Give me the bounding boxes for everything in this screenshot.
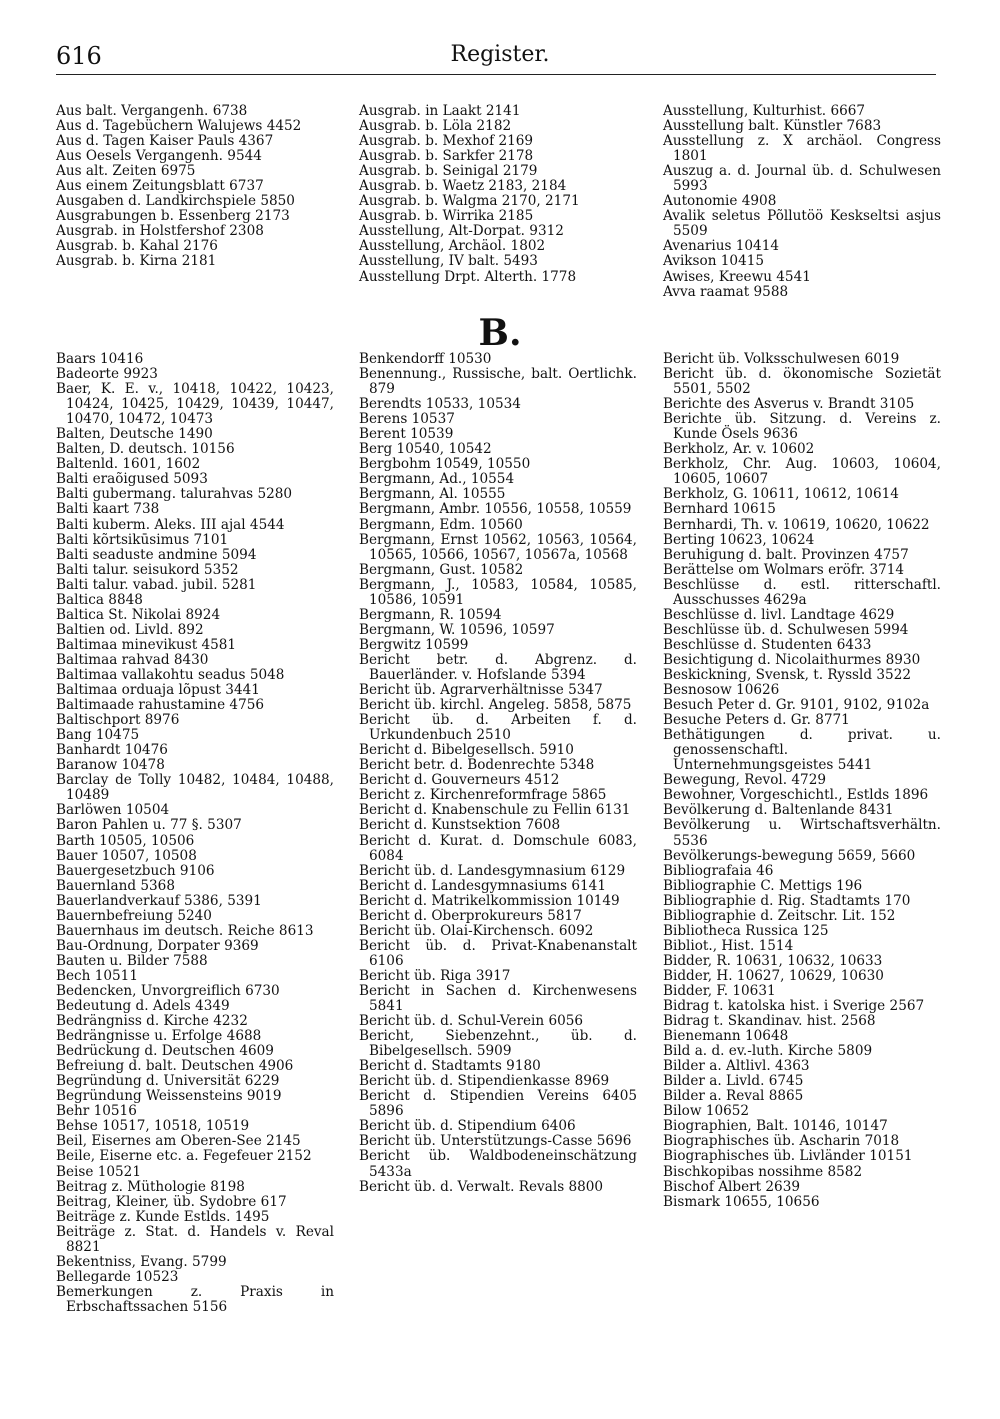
index-entry: Bericht üb. d. Verwalt. Revals 8800 (359, 1178, 604, 1195)
index-entry: Baltica St. Nikolai 8924 (56, 606, 221, 623)
index-entry: Bismark 10655, 10656 (663, 1193, 820, 1210)
index-entry: Begründung d. Universität 6229 (56, 1073, 280, 1090)
index-entry: Ausstellung Drpt. Alterth. 1778 (359, 268, 577, 285)
index-column-2 (359, 352, 637, 1195)
index-entry: Bergmann, Gust. 10582 (359, 561, 524, 578)
index-entry: Bericht d. Kurat. d. Domschule 6083, 6084 (359, 832, 637, 864)
index-entry: Beitrag, Kleiner, üb. Sydobre 617 (56, 1193, 287, 1210)
index-entry: Bauten u. Bilder 7588 (56, 952, 208, 969)
index-entry: Bericht üb. Agrarverhältnisse 5347 (359, 682, 603, 699)
index-entry: Balti talur. vabad. jubil. 5281 (56, 576, 257, 593)
index-entry: Aus balt. Vergangenh. 6738 (56, 103, 248, 119)
index-entry: Bericht üb. d. Schul-Verein 6056 (359, 1013, 584, 1030)
index-entry: Bergmann, Ambr. 10556, 10558, 10559 (359, 501, 632, 518)
index-entry: Bewohner, Vorgeschichtl., Estlds 1896 (663, 787, 929, 804)
index-entry: Bernhard 10615 (663, 501, 776, 518)
index-entry: Biographisches üb. Ascharin 7018 (663, 1133, 900, 1150)
index-entry: Avva raamat 9588 (663, 283, 789, 300)
index-entry: Bauernhaus im deutsch. Reiche 8613 (56, 922, 314, 939)
index-entry: Beschlüsse üb. d. Schulwesen 5994 (663, 621, 909, 638)
index-entry: Bibliot., Hist. 1514 (663, 937, 794, 954)
index-entry: Bidder, R. 10631, 10632, 10633 (663, 952, 883, 969)
index-entry: Avikson 10415 (663, 253, 765, 270)
index-entry: Bilder a. Altlivl. 4363 (663, 1058, 810, 1075)
index-entry: Bibliographie C. Mettigs 196 (663, 877, 863, 894)
index-entry: Ausstellung, Alt-Dorpat. 9312 (359, 223, 564, 240)
index-entry: Baltimaa vallakohtu seadus 5048 (56, 666, 285, 683)
index-entry: Bernhardi, Th. v. 10619, 10620, 10622 (663, 516, 930, 533)
index-entry: Barlöwen 10504 (56, 802, 170, 819)
index-entry: Bauergesetzbuch 9106 (56, 862, 215, 879)
index-entry: Baltimaade rahustamine 4756 (56, 697, 265, 714)
index-entry: Avenarius 10414 (663, 238, 779, 255)
index-entry: Ausgrabungen b. Essenberg 2173 (56, 208, 290, 225)
index-entry: Bemerkungen z. Praxis in Erbschaftssachen 5156 (56, 1283, 334, 1315)
index-entry: Bericht üb. Waldbodeneinschätzung 5433a (359, 1148, 637, 1180)
index-entry: Bauernland 5368 (56, 877, 175, 894)
index-entry: Bibliographie d. Rig. Stadtamts 170 (663, 892, 911, 909)
index-entry: Aus alt. Zeiten 6975 (56, 163, 196, 180)
index-entry: Bericht betr. d. Abgrenz. d. Bauerländer. v. Hofslande 5394 (359, 651, 637, 683)
index-entry: Bericht betr. d. Bodenrechte 5348 (359, 757, 595, 774)
index-entry: Bischkopibas nossihme 8582 (663, 1163, 863, 1180)
index-column-3 (663, 352, 941, 1210)
index-entry: Bedrängniss d. Kirche 4232 (56, 1013, 248, 1030)
index-entry: Ausstellung balt. Künstler 7683 (663, 118, 882, 135)
index-entry: Bauer 10507, 10508 (56, 847, 197, 864)
index-entry: Bericht d. Gouverneurs 4512 (359, 772, 560, 789)
index-entry: Aus d. Tagebüchern Walujews 4452 (56, 118, 302, 135)
index-entry: Beskickning, Svensk, t. Ryssld 3522 (663, 666, 911, 683)
index-entry: Baltimaa minevikust 4581 (56, 636, 237, 653)
index-entry: Bang 10475 (56, 727, 140, 744)
index-entry: Ausgrab. b. Löla 2182 (359, 118, 512, 135)
section-letter: B. (478, 312, 522, 354)
index-entry: Balten, D. deutsch. 10156 (56, 441, 235, 458)
index-entry: Ausgrab. b. Waetz 2183, 2184 (359, 178, 567, 195)
index-entry: Ausgrab. in Laakt 2141 (359, 103, 521, 119)
index-entry: Balti kuberm. Aleks. III ajal 4544 (56, 516, 285, 533)
index-entry: Aus einem Zeitungsblatt 6737 (56, 178, 264, 195)
index-entry: Besuch Peter d. Gr. 9101, 9102, 9102a (663, 697, 930, 714)
index-entry: Bericht üb. Olai-Kirchensch. 6092 (359, 922, 594, 939)
index-entry: Balti kõrtsikūsimus 7101 (56, 531, 229, 548)
index-entry: Beile, Eiserne etc. a. Fegefeuer 2152 (56, 1148, 312, 1165)
index-entry: Berkholz, Chr. Aug. 10603, 10604, 10605, 10607 (663, 456, 941, 488)
index-entry: Befreiung d. balt. Deutschen 4906 (56, 1058, 294, 1075)
index-entry: Bericht üb. Unterstützungs-Casse 5696 (359, 1133, 632, 1150)
index-entry: Barth 10505, 10506 (56, 832, 195, 849)
index-column-1-top (56, 104, 334, 270)
index-entry: Beruhigung d. balt. Provinzen 4757 (663, 546, 909, 563)
index-entry: Bericht d. Stadtamts 9180 (359, 1058, 541, 1075)
index-entry: Baer, K. E. v., 10418, 10422, 10423, 10424, 10425, 10429, 10439, 10447, 10470, 10472, 10473 (56, 381, 334, 428)
index-entry: Aus Oesels Vergangenh. 9544 (56, 148, 262, 165)
index-entry: Ausgrab. b. Wirrika 2185 (359, 208, 534, 225)
index-entry: Bibliographie d. Zeitschr. Lit. 152 (663, 907, 896, 924)
index-entry: Bewegung, Revol. 4729 (663, 772, 826, 789)
index-entry: Besuche Peters d. Gr. 8771 (663, 712, 850, 729)
index-entry: Benkendorff 10530 (359, 351, 492, 367)
index-entry: Ausgrab. b. Kahal 2176 (56, 238, 218, 255)
index-entry: Bericht üb. d. Stipendienkasse 8969 (359, 1073, 610, 1090)
index-entry: Bethätigungen d. privat. u. genossenschaftl. Unternehmungsgeistes 5441 (663, 727, 941, 774)
index-entry: Behse 10517, 10518, 10519 (56, 1118, 250, 1135)
index-entry: Ausgrab. b. Sarkfer 2178 (359, 148, 534, 165)
index-entry: Auszug a. d. Journal üb. d. Schulwesen 5993 (663, 163, 941, 195)
index-entry: Bericht d. Oberprokureurs 5817 (359, 907, 582, 924)
index-entry: Bericht d. Kunstsektion 7608 (359, 817, 561, 834)
index-entry: Berättelse om Wolmars eröfr. 3714 (663, 561, 905, 578)
index-entry: Bibliotheca Russica 125 (663, 922, 829, 939)
index-entry: Begründung Weissensteins 9019 (56, 1088, 282, 1105)
index-entry: Baron Pahlen u. 77 §. 5307 (56, 817, 242, 834)
index-entry: Berting 10623, 10624 (663, 531, 815, 548)
index-entry: Besichtigung d. Nicolaithurmes 8930 (663, 651, 921, 668)
index-entry: Bericht üb. d. Stipendium 6406 (359, 1118, 576, 1135)
index-entry: Banhardt 10476 (56, 742, 168, 759)
index-entry: Bericht üb. Riga 3917 (359, 967, 511, 984)
index-entry: Ausstellung, IV balt. 5493 (359, 253, 538, 270)
index-entry: Bergmann, Ernst 10562, 10563, 10564, 10565, 10566, 10567, 10567a, 10568 (359, 531, 637, 563)
index-entry: Beil, Eisernes am Oberen-See 2145 (56, 1133, 301, 1150)
index-entry: Bienemann 10648 (663, 1028, 789, 1045)
index-entry: Baars 10416 (56, 351, 144, 367)
index-entry: Baranow 10478 (56, 757, 165, 774)
index-entry: Benennung., Russische, balt. Oertlichk. 879 (359, 366, 637, 398)
index-entry: Ausstellung z. X archäol. Congress 1801 (663, 133, 941, 165)
index-entry: Balti kaart 738 (56, 501, 160, 518)
index-entry: Ausgrab. in Holstfershof 2308 (56, 223, 264, 240)
index-entry: Badeorte 9923 (56, 366, 158, 383)
index-entry: Bericht üb. Volksschulwesen 6019 (663, 351, 900, 367)
index-entry: Ausgrab. b. Mexhof 2169 (359, 133, 534, 150)
index-entry: Ausstellung, Archäol. 1802 (359, 238, 546, 255)
index-entry: Bauernbefreiung 5240 (56, 907, 212, 924)
index-entry: Bilder a. Livld. 6745 (663, 1073, 804, 1090)
index-column-1 (56, 352, 334, 1315)
index-entry: Biographisches üb. Livländer 10151 (663, 1148, 913, 1165)
index-entry: Besnosow 10626 (663, 682, 780, 699)
index-entry: Bergmann, Edm. 10560 (359, 516, 523, 533)
page-number: 616 (56, 42, 102, 70)
index-entry: Bergmann, Al. 10555 (359, 486, 506, 503)
index-entry: Baltenld. 1601, 1602 (56, 456, 201, 473)
index-entry: Bergmann, R. 10594 (359, 606, 502, 623)
index-entry: Beitrag z. Müthologie 8198 (56, 1178, 245, 1195)
index-entry: Beiträge z. Stat. d. Handels v. Reval 8821 (56, 1223, 334, 1255)
index-entry: Bericht üb. d. Arbeiten f. d. Urkundenbuch 2510 (359, 712, 637, 744)
index-entry: Bericht d. Landesgymnasiums 6141 (359, 877, 606, 894)
index-entry: Ausgrab. b. Walgma 2170, 2171 (359, 193, 580, 210)
index-entry: Bergmann, W. 10596, 10597 (359, 621, 555, 638)
index-entry: Bauerlandverkauf 5386, 5391 (56, 892, 262, 909)
index-entry: Bidrag t. katolska hist. i Sverige 2567 (663, 998, 925, 1015)
index-entry: Berens 10537 (359, 411, 455, 428)
index-entry: Bergwitz 10599 (359, 636, 469, 653)
page-title: Register. (450, 42, 550, 67)
index-entry: Bericht üb. d. ökonomische Sozietät 5501, 5502 (663, 366, 941, 398)
index-entry: Bild a. d. ev.-luth. Kirche 5809 (663, 1043, 873, 1060)
index-entry: Beiträge z. Kunde Estlds. 1495 (56, 1208, 270, 1225)
index-entry: Avalik seletus Põllutöö Keskseltsi asjus 5509 (663, 208, 941, 240)
index-entry: Beschlüsse d. livl. Landtage 4629 (663, 606, 895, 623)
index-entry: Berent 10539 (359, 426, 454, 443)
index-entry: Bedeutung d. Adels 4349 (56, 998, 230, 1015)
index-entry: Bekentniss, Evang. 5799 (56, 1253, 227, 1270)
index-entry: Bischof Albert 2639 (663, 1178, 801, 1195)
index-entry: Ausgaben d. Landkirchspiele 5850 (56, 193, 295, 210)
index-entry: Balti eraõigused 5093 (56, 471, 208, 488)
index-entry: Bericht üb. d. Landesgymnasium 6129 (359, 862, 626, 879)
index-entry: Balten, Deutsche 1490 (56, 426, 213, 443)
index-entry: Berkholz, Ar. v. 10602 (663, 441, 815, 458)
header-rule (56, 74, 936, 75)
index-entry: Bellegarde 10523 (56, 1268, 179, 1285)
index-entry: Bericht, Siebenzehnt., üb. d. Bibelgesellsch. 5909 (359, 1028, 637, 1060)
index-column-3-top (663, 104, 941, 300)
index-entry: Bidder, H. 10627, 10629, 10630 (663, 967, 884, 984)
index-entry: Bericht üb. d. Privat-Knabenanstalt 6106 (359, 937, 637, 969)
index-entry: Bedrängnisse u. Erfolge 4688 (56, 1028, 262, 1045)
index-entry: Berichte des Asverus v. Brandt 3105 (663, 396, 915, 413)
index-entry: Ausstellung, Kulturhist. 6667 (663, 103, 866, 119)
index-entry: Bericht in Sachen d. Kirchenwesens 5841 (359, 982, 637, 1015)
index-entry: Bergbohm 10549, 10550 (359, 456, 531, 473)
index-entry: Barclay de Tolly 10482, 10484, 10488, 10489 (56, 772, 334, 804)
index-entry: Bibliografaia 46 (663, 862, 774, 879)
index-entry: Bergmann, J., 10583, 10584, 10585, 10586, 10591 (359, 576, 637, 608)
index-entry: Beschlüsse d. estl. ritterschaftl. Ausschusses 4629a (663, 576, 941, 608)
index-entry: Baltimaa rahvad 8430 (56, 651, 209, 668)
index-entry: Bilow 10652 (663, 1103, 750, 1120)
index-entry: Bevölkerungs-bewegung 5659, 5660 (663, 847, 916, 864)
index-entry: Bericht d. Matrikelkommission 10149 (359, 892, 620, 909)
index-entry: Autonomie 4908 (663, 193, 777, 210)
index-entry: Ausgrab. b. Seinigal 2179 (359, 163, 538, 180)
index-entry: Ausgrab. b. Kirna 2181 (56, 253, 217, 270)
index-entry: Balti gubermang. talurahvas 5280 (56, 486, 293, 503)
index-entry: Bevölkerung u. Wirtschaftsverhältn. 5536 (663, 817, 941, 849)
index-entry: Baltien od. Livld. 892 (56, 621, 204, 638)
index-entry: Bevölkerung d. Baltenlande 8431 (663, 802, 894, 819)
index-entry: Aus d. Tagen Kaiser Pauls 4367 (56, 133, 274, 150)
index-entry: Berkholz, G. 10611, 10612, 10614 (663, 486, 899, 503)
index-entry: Bech 10511 (56, 967, 138, 984)
index-entry: Bericht d. Stipendien Vereins 6405 5896 (359, 1088, 637, 1120)
index-entry: Baltica 8848 (56, 591, 143, 608)
index-entry: Beschlüsse d. Studenten 6433 (663, 636, 872, 653)
index-column-2-top (359, 104, 637, 285)
index-entry: Balti seaduste andmine 5094 (56, 546, 257, 563)
index-entry: Baltischport 8976 (56, 712, 180, 729)
index-entry: Berendts 10533, 10534 (359, 396, 521, 413)
index-entry: Bidder, F. 10631 (663, 982, 776, 999)
index-entry: Bidrag t. Skandinav. hist. 2568 (663, 1013, 876, 1030)
index-entry: Bericht üb. kirchl. Angeleg. 5858, 5875 (359, 697, 632, 714)
index-entry: Berg 10540, 10542 (359, 441, 492, 458)
index-entry: Bergmann, Ad., 10554 (359, 471, 515, 488)
index-entry: Biographien, Balt. 10146, 10147 (663, 1118, 888, 1135)
index-entry: Beise 10521 (56, 1163, 141, 1180)
index-entry: Balti talur. seisukord 5352 (56, 561, 239, 578)
index-entry: Bericht z. Kirchenreformfrage 5865 (359, 787, 607, 804)
index-entry: Baltimaa orduaja lõpust 3441 (56, 682, 260, 699)
index-entry: Bedencken, Unvorgreiflich 6730 (56, 982, 280, 999)
index-entry: Bericht d. Knabenschule zu Fellin 6131 (359, 802, 631, 819)
index-entry: Bericht d. Bibelgesellsch. 5910 (359, 742, 574, 759)
index-entry: Behr 10516 (56, 1103, 137, 1120)
index-entry: Awises, Kreewu 4541 (663, 268, 811, 285)
index-entry: Bedrückung d. Deutschen 4609 (56, 1043, 274, 1060)
index-entry: Bau-Ordnung, Dorpater 9369 (56, 937, 259, 954)
index-entry: Bilder a. Reval 8865 (663, 1088, 804, 1105)
index-entry: Berichte üb. Sitzung. d. Vereins z. Kunde Ösels 9636 (663, 411, 941, 443)
